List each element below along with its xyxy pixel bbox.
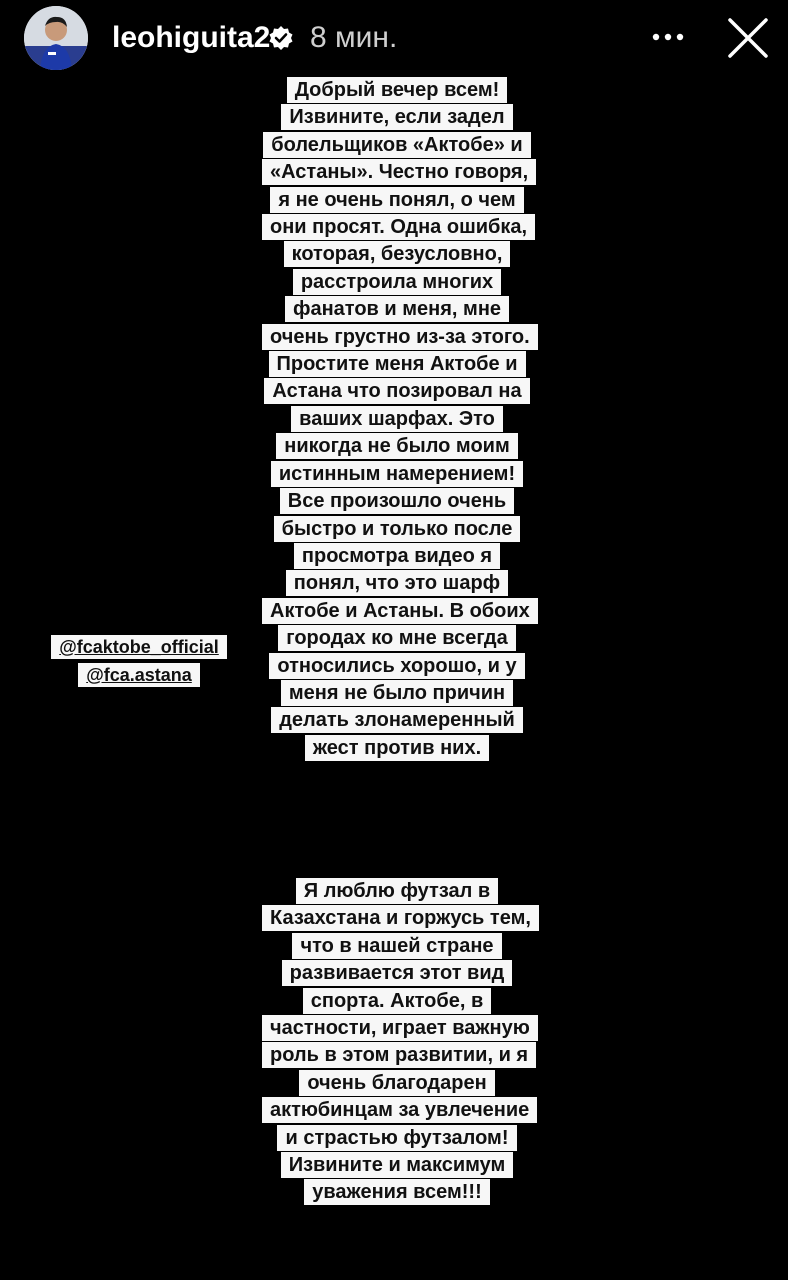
username[interactable]: leohiguita2 [112, 21, 271, 54]
avatar[interactable] [24, 6, 88, 70]
story-text-block-1 [262, 77, 532, 762]
story-text-block-2 [262, 878, 532, 1207]
story-paragraph-1: Добрый вечер всем! Извините, если задел болельщиков «Актобе» и «Астаны». Честно говоря, я не очень понял, о чем они просят. Одна ошибка, которая, безусловно, расстроила многих фанатов и меня, мне очень грустно из-за этого. Простите меня Актобе и Астана что позировал на ваших шарфах. Это никогда не было моим истинным намерением! Все произошло очень быстро и только после просмотра видео я понял, что это шарф Актобе и Астаны. В обоих городах ко мне всегда относились хорошо, и у меня не было причин делать злонамеренный жест против них. [262, 77, 538, 761]
player-avatar-icon [24, 6, 88, 70]
mention-sticker[interactable] [34, 633, 244, 689]
close-icon[interactable] [724, 14, 772, 62]
post-time: 8 мин. [310, 21, 398, 54]
story-header [0, 0, 788, 80]
mention-fca-astana[interactable]: @fca.astana [78, 663, 200, 687]
mention-fcaktobe[interactable]: @fcaktobe_official [51, 635, 227, 659]
verified-badge-icon [268, 25, 294, 51]
more-options-icon[interactable] [648, 22, 688, 52]
story-paragraph-2: Я люблю футзал в Казахстана и горжусь тем, что в нашей стране развивается этот вид спорта. Актобе, в частности, играет важную роль в этом развитии, и я очень благодарен актюбинцам за увлечение и страстью футзалом! Извините и максимум уважения всем!!! [262, 878, 539, 1205]
